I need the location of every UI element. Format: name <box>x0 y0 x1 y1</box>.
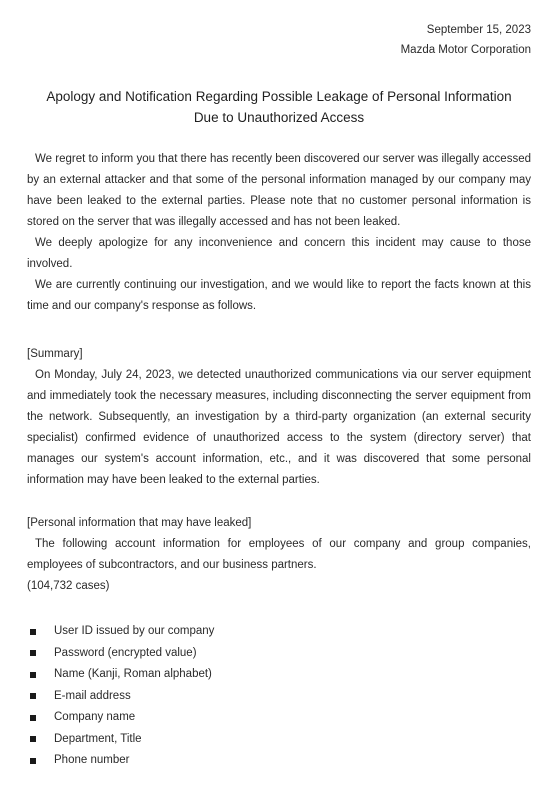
bullet-icon <box>30 736 36 742</box>
company-name: Mazda Motor Corporation <box>400 44 531 56</box>
bullet-icon <box>30 650 36 656</box>
bullet-icon <box>30 629 36 635</box>
summary-heading: [Summary] <box>27 348 83 360</box>
summary-paragraph: On Monday, July 24, 2023, we detected unauthorized communications via our server equipment and immediately took the necessary measures, including disconnecting the server equipment from the network. Subsequently, an investigation by a third-party organization (an external security specialist) confirmed evidence of unauthorized access to the system (directory server) that manages our system's account information, etc., and it was discovered that some personal information may have been leaked to the external parties. <box>27 369 531 486</box>
list-item-label: Department, Title <box>54 732 142 745</box>
list-item-label: Phone number <box>54 754 130 767</box>
leaked-info-section <box>27 513 531 597</box>
bullet-icon <box>30 693 36 699</box>
leaked-info-heading: [Personal information that may have leaked] <box>27 517 252 529</box>
bullet-icon <box>30 715 36 721</box>
title-line-1: Apology and Notification Regarding Possible Leakage of Personal Information <box>46 89 512 104</box>
list-item-label: E-mail address <box>54 689 131 702</box>
list-item <box>30 686 214 708</box>
title-line-2: Due to Unauthorized Access <box>193 110 365 125</box>
list-item <box>30 729 214 751</box>
list-item-label: User ID issued by our company <box>54 625 215 638</box>
leaked-case-count: (104,732 cases) <box>27 580 110 592</box>
leaked-items-list <box>30 621 214 772</box>
intro-paragraph-3: We are currently continuing our investigation, and we would like to report the facts known at this time and our company's response as follows. <box>27 279 531 312</box>
intro-paragraph-2: We deeply apologize for any inconvenience and concern this incident may cause to those involved. <box>27 237 531 270</box>
list-item <box>30 643 214 665</box>
list-item <box>30 750 214 772</box>
list-item-label: Name (Kanji, Roman alphabet) <box>54 668 212 681</box>
bullet-icon <box>30 672 36 678</box>
intro-section <box>27 149 531 317</box>
document-title <box>20 86 538 128</box>
list-item <box>30 664 214 686</box>
intro-paragraph-1: We regret to inform you that there has recently been discovered our server was illegally accessed by an external attacker and that some of the personal information managed by our company may have been leaked to the external parties. Please note that no customer personal information is stored on the server that was illegally accessed and has not been leaked. <box>27 153 531 228</box>
document-date: September 15, 2023 <box>426 24 531 36</box>
document-header <box>401 20 531 60</box>
summary-section <box>27 344 531 491</box>
leaked-info-paragraph: The following account information for employees of our company and group companies, employees of subcontractors, and our business partners. <box>27 538 531 571</box>
list-item-label: Company name <box>54 711 136 724</box>
list-item-label: Password (encrypted value) <box>54 646 197 659</box>
list-item <box>30 707 214 729</box>
bullet-icon <box>30 758 36 764</box>
list-item <box>30 621 214 643</box>
